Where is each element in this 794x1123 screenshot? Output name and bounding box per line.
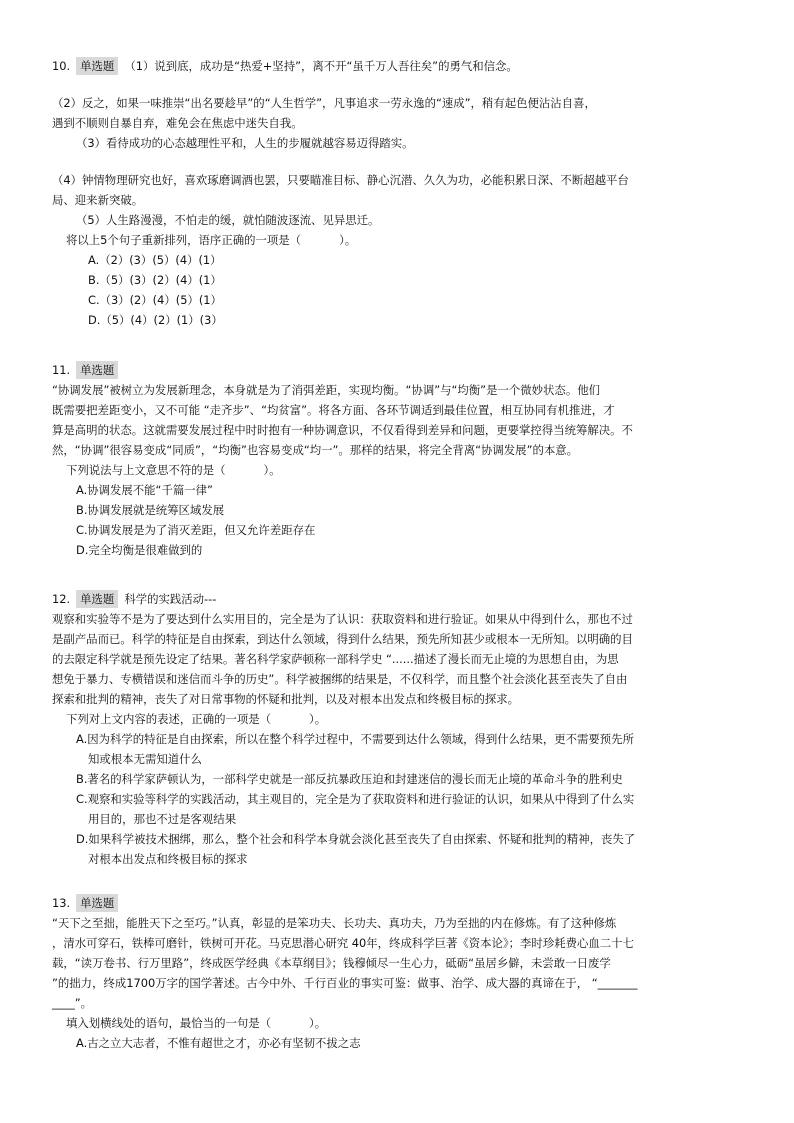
- stem-text: 填入划横线处的语句，最恰当的一句是（: [66, 1016, 272, 1030]
- option-b[interactable]: B.协调发展就是统筹区域发展: [76, 503, 225, 517]
- question-number: 11.: [52, 363, 71, 377]
- question-13: [52, 893, 742, 1053]
- passage-line: ”的拙力，终成1700万字的国学著述。古今中外、千行百业的事实可鉴：做事、治学、成大器的真谛在于， “_______: [52, 976, 638, 990]
- question-stem: [52, 230, 742, 250]
- question-stem: [52, 709, 742, 729]
- passage-line: 载，“读万卷书、行万里路”，终成医学经典《本草纲目》；钱穆倾尽一生心力，砥砺“虽居乡僻，未尝敢一日废学: [52, 956, 611, 970]
- option-line: C.观察和实验等科学的实践活动，其主观目的，完全是为了获取资料和进行验证的认识，如果从中得到了什么实: [76, 792, 635, 806]
- question-number: 12.: [52, 592, 71, 606]
- sentence-3: （3）看待成功的心态越理性平和，人生的步履就越容易迈得踏实。: [76, 136, 414, 150]
- option-line: 对根本出发点和终极目标的探求: [88, 852, 248, 866]
- option-d[interactable]: [52, 829, 742, 869]
- option-line: A.因为科学的特征是自由探索，所以在整个科学过程中，不需要到达什么领域，得到什么结果，更不需要预先所: [76, 732, 634, 746]
- option-line: 知或根本无需知道什么: [88, 752, 202, 766]
- stem-end: ）。: [339, 233, 357, 247]
- passage-line: 探索和批判的精神，丧失了对日常事物的怀疑和批判，以及对根本出发点和终极目标的探求。: [52, 692, 520, 706]
- question-type-badge: 单选题: [76, 57, 118, 75]
- stem-end: ）。: [309, 712, 327, 726]
- passage-line: 观察和实验等不是为了要达到什么实用目的，完全是为了认识：获取资料和进行验证。如果从中得到什么，那也不过: [52, 612, 633, 626]
- passage-line: 然，“协调”很容易变成“同质”，“均衡”也容易变成“均一”。那样的结果，将完全背离“协调发展”的本意。: [52, 443, 579, 457]
- option-a[interactable]: [52, 729, 742, 769]
- option-a[interactable]: A.古之立大志者，不惟有超世之才，亦必有坚韧不拔之志: [76, 1036, 361, 1050]
- passage-line: ，清水可穿石，铁棒可磨针，铁树可开花。马克思潜心研究 40年，终成科学巨著《资本论》；李时珍耗费心血二十七: [52, 936, 634, 950]
- sentence-1: （1）说到底，成功是“热爱+坚持”，离不开“虽千万人吾往矣”的勇气和信念。: [124, 59, 518, 73]
- option-line: 用目的，那也不过是客观结果: [88, 812, 237, 826]
- passage-line: 的去限定科学就是预先设定了结果。著名科学家萨顿称一部科学史 “......描述了漫长而无止境的为思想自由，为思: [52, 652, 619, 666]
- option-line: B.著名的科学家萨顿认为，一部科学史就是一部反抗暴政压迫和封建迷信的漫长而无止境的革命斗争的胜利史: [76, 772, 623, 786]
- question-number: 13.: [52, 896, 71, 910]
- passage-title: 科学的实践活动---: [124, 592, 217, 606]
- option-b[interactable]: [52, 769, 742, 789]
- sentence-2-line-2: 遇到不顺则自暴自弃，难免会在焦虑中迷失自我。: [52, 116, 303, 130]
- passage-line: 既需要把差距变小，又不可能 “走齐步”、“均贫富”。将各方面、各环节调适到最佳位置，相互协同有机推进，才: [52, 403, 615, 417]
- sentence-2-line-1: （2）反之，如果一味推崇“出名要趁早”的“人生哲学”，凡事追求一劳永逸的“速成”，稍有起色便沾沾自喜，: [52, 96, 596, 110]
- question-11: [52, 360, 742, 560]
- option-b[interactable]: B.（5）(3）(2）(4）(1）: [88, 273, 222, 287]
- option-c[interactable]: [52, 789, 742, 829]
- passage-line: “天下之至拙，能胜天下之至巧。”认真，彰显的是笨功夫、长功夫、真功夫，乃为至拙的内在修炼。有了这种修炼: [52, 916, 617, 930]
- passage-line: “协调发展”被树立为发展新理念，本身就是为了消弭差距，实现均衡。“协调”与“均衡”是一个微妙状态。他们: [52, 383, 600, 397]
- question-type-badge: 单选题: [76, 590, 118, 608]
- option-a[interactable]: A.协调发展不能“千篇一律”: [76, 483, 213, 497]
- sentence-4-line-2: 局、迎来新突破。: [52, 193, 144, 207]
- passage-line: 想免于暴力、专横错误和迷信而斗争的历史”。科学被捆绑的结果是，不仅科学，而且整个社会淡化甚至丧失了自由: [52, 672, 628, 686]
- stem-end: ）。: [309, 1016, 327, 1030]
- sentence-5: （5）人生路漫漫，不怕走的缓，就怕随波逐流、见异思迁。: [76, 213, 380, 227]
- sentence-4-line-1: （4）钟情物理研究也好，喜欢琢磨调酒也罢，只要瞄准目标、静心沉潜、久久为功，必能积累日深、不断超越平台: [52, 173, 629, 187]
- question-type-badge: 单选题: [76, 894, 118, 912]
- passage-line: 算是高明的状态。这就需要发展过程中时时抱有一种协调意识，不仅看得到差异和问题，更要掌控得当统筹解决。不: [52, 423, 633, 437]
- question-type-badge: 单选题: [76, 361, 118, 379]
- stem-text: 下列对上文内容的表述，正确的一项是（: [66, 712, 272, 726]
- option-line: D.如果科学被技术捆绑，那么，整个社会和科学本身就会淡化甚至丧失了自由探索、怀疑和批判的精神，丧失了: [76, 832, 636, 846]
- option-d[interactable]: D.完全均衡是很难做到的: [76, 543, 203, 557]
- option-c[interactable]: C.（3）(2）(4）(5）(1）: [88, 293, 222, 307]
- stem-text: 将以上5个句子重新排列，语序正确的一项是（: [66, 233, 302, 247]
- question-stem: [52, 460, 742, 480]
- question-12: [52, 589, 742, 869]
- option-c[interactable]: C.协调发展是为了消灭差距，但又允许差距存在: [76, 523, 316, 537]
- question-stem: [52, 1013, 742, 1033]
- stem-text: 下列说法与上文意思不符的是（: [66, 463, 226, 477]
- option-d[interactable]: D.（5）(4）(2）(1）(3）: [88, 313, 223, 327]
- passage-line: 是副产品而已。科学的特征是自由探索，到达什么领域，得到什么结果，预先所知甚少或根本一无所知。以明确的目: [52, 632, 633, 646]
- question-10: [52, 56, 742, 330]
- passage-line: ____”。: [52, 996, 93, 1010]
- option-a[interactable]: A.（2）(3）(5）(4）(1）: [88, 253, 222, 267]
- question-number: 10.: [52, 59, 71, 73]
- stem-end: ）。: [263, 463, 281, 477]
